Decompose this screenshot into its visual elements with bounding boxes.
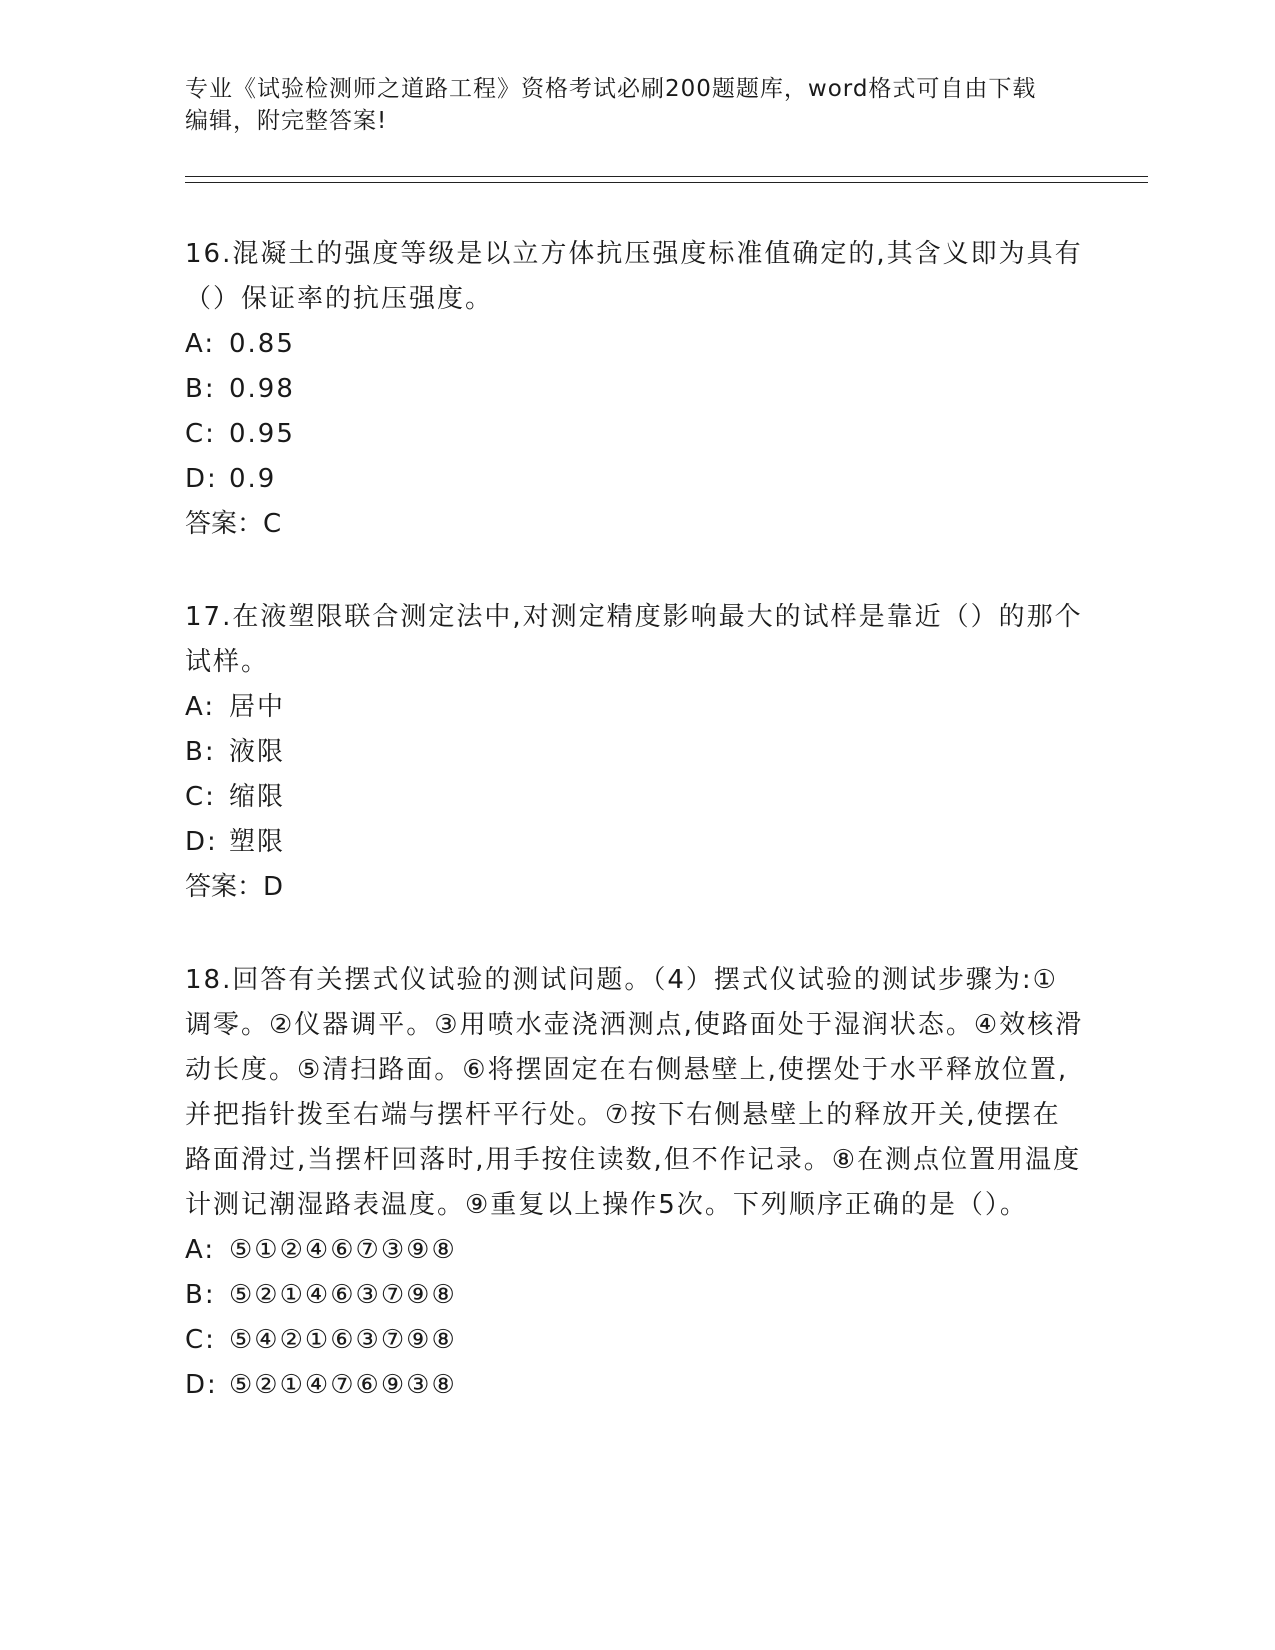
answer-line: 答案：C — [185, 509, 282, 539]
option-value: ⑤②①④⑦⑥⑨③⑧ — [229, 1370, 457, 1400]
option-value: 0.85 — [229, 329, 295, 359]
option-key: A: — [185, 1235, 216, 1265]
option-a — [185, 1228, 1085, 1273]
question-text: 18.回答有关摆式仪试验的测试问题。（4）摆式仪试验的测试步骤为:①调零。②仪器调平。③用喷水壶浇洒测点,使路面处于湿润状态。④效核滑动长度。⑤清扫路面。⑥将摆固定在右侧悬壁上,使摆处于水平释放位置,并把指针拨至右端与摆杆平行处。⑦按下右侧悬壁上的释放开关,使摆在路面滑过,当摆杆回落时,用手按住读数,但不作记录。⑧在测点位置用温度计测记潮湿路表温度。⑨重复以上操作5次。下列顺序正确的是（）。 — [185, 965, 1084, 1220]
option-key: C: — [185, 1325, 216, 1355]
question-text: 17.在液塑限联合测定法中,对测定精度影响最大的试样是靠近（）的那个试样。 — [185, 602, 1083, 677]
option-key: D: — [185, 827, 218, 857]
option-key: D: — [185, 464, 218, 494]
option-key: C: — [185, 782, 216, 812]
option-c — [185, 775, 1085, 820]
header-line-2: 编辑，附完整答案! — [185, 108, 388, 134]
option-d — [185, 1363, 1085, 1408]
option-key: D: — [185, 1370, 218, 1400]
header-divider-bottom — [185, 182, 1148, 183]
answer-line: 答案：D — [185, 872, 284, 902]
header-divider-top — [185, 176, 1148, 177]
option-key: A: — [185, 692, 216, 722]
option-value: 0.98 — [229, 374, 295, 404]
option-value: ⑤②①④⑥③⑦⑨⑧ — [229, 1280, 457, 1310]
option-d — [185, 820, 1085, 865]
question-18 — [185, 958, 1085, 1408]
option-value: 缩限 — [229, 782, 286, 812]
option-key: C: — [185, 419, 216, 449]
option-value: 塑限 — [229, 827, 286, 857]
option-b — [185, 730, 1085, 775]
option-c — [185, 412, 1085, 457]
option-value: ⑤①②④⑥⑦③⑨⑧ — [229, 1235, 457, 1265]
question-text: 16.混凝土的强度等级是以立方体抗压强度标准值确定的,其含义即为具有（）保证率的抗压强度。 — [185, 239, 1083, 314]
option-b — [185, 1273, 1085, 1318]
option-value: 居中 — [229, 692, 286, 722]
option-b — [185, 367, 1085, 412]
option-a — [185, 322, 1085, 367]
option-value: ⑤④②①⑥③⑦⑨⑧ — [229, 1325, 457, 1355]
header-line-1: 专业《试验检测师之道路工程》资格考试必刷200题题库，word格式可自由下载 — [185, 76, 1037, 102]
document-header — [185, 73, 1085, 137]
question-17 — [185, 595, 1085, 910]
option-value: 液限 — [229, 737, 286, 767]
option-d — [185, 457, 1085, 502]
option-a — [185, 685, 1085, 730]
question-16 — [185, 232, 1085, 547]
option-c — [185, 1318, 1085, 1363]
option-key: A: — [185, 329, 216, 359]
option-value: 0.95 — [229, 419, 295, 449]
option-value: 0.9 — [229, 464, 277, 494]
option-key: B: — [185, 374, 216, 404]
option-key: B: — [185, 737, 216, 767]
option-key: B: — [185, 1280, 216, 1310]
